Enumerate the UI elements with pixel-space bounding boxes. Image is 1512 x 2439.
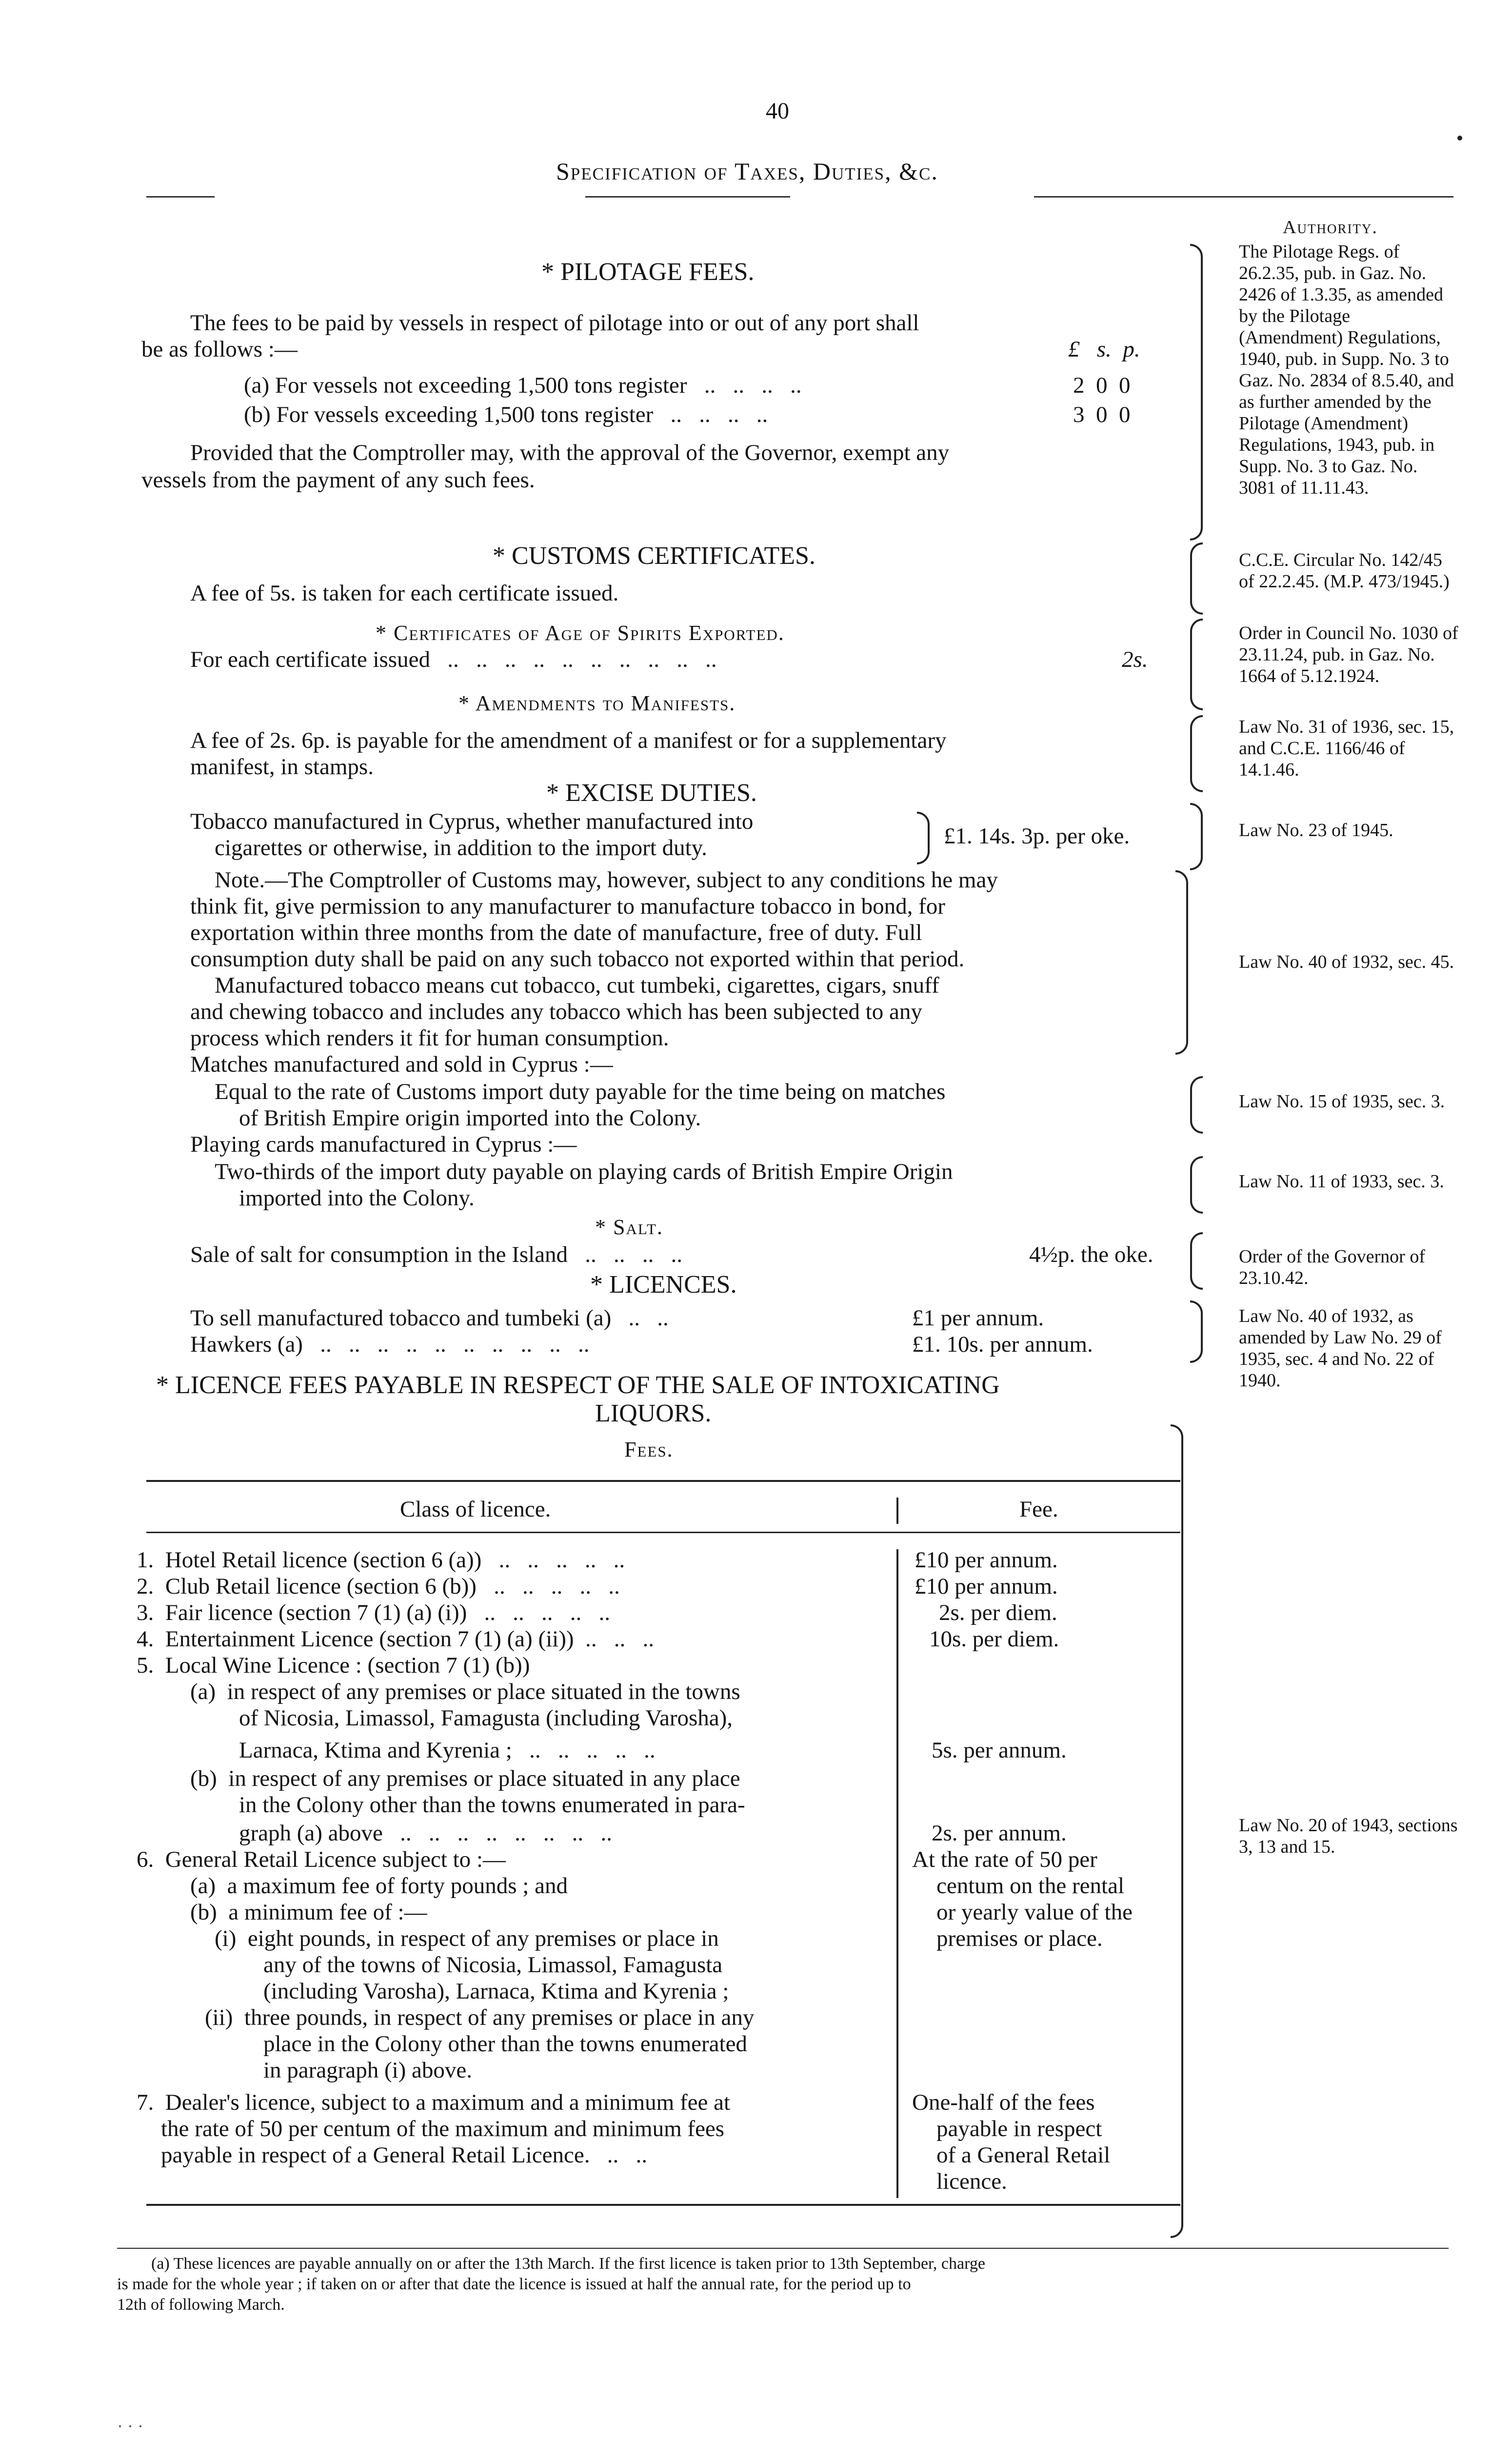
manifest-text: A fee of 2s. 6p. is payable for the amendment of a manifest or for a supplementary <box>190 728 947 753</box>
matches-text: Equal to the rate of Customs import duty payable for the time being on matches <box>215 1079 946 1104</box>
pilotage-authority: The Pilotage Regs. of 26.2.35, pub. in Gaz. No. 2426 of 1.3.35, as amended by the Pilotage (Amendment) Regulations, 1940, pub. in Supp. No. 3 to Gaz. No. 2834 of 8.5.40, and as further amended by the Pilotage (Amendment) Regulations, 1943, pub. in Supp. No. 3 to Gaz. No. 3081 of 11.11.43. <box>1239 241 1454 498</box>
table-row: place in the Colony other than the towns enumerated <box>263 2031 747 2057</box>
table-row: 3. Fair licence (section 7 (1) (a) (i)) .. .. .. .. .. <box>137 1600 611 1625</box>
tobacco-text: cigarettes or otherwise, in addition to the import duty. <box>215 835 707 860</box>
currency-header: £ s. p. <box>1068 337 1140 362</box>
salt-heading: * Salt. <box>595 1215 663 1239</box>
table-row-fee: 5s. per annum. <box>932 1738 1067 1763</box>
cards-authority: Law No. 11 of 1933, sec. 3. <box>1239 1171 1444 1192</box>
col-header-class: Class of licence. <box>400 1497 551 1522</box>
pilotage-heading: * PILOTAGE FEES. <box>541 258 755 286</box>
col-header-fee: Fee. <box>1019 1497 1058 1522</box>
stray-mark: · · · <box>117 2417 143 2436</box>
liquor-heading: * LICENCE FEES PAYABLE IN RESPECT OF THE SALE OF INTOXICATING <box>156 1371 1000 1399</box>
table-row-fee: licence. <box>936 2169 1007 2194</box>
table-row: the rate of 50 per centum of the maximum and minimum fees <box>161 2116 725 2141</box>
brace <box>1190 542 1203 615</box>
note-text: exportation within three months from the date of manufacture, free of duty. Full <box>190 920 922 945</box>
licence-tobacco: To sell manufactured tobacco and tumbeki (a) .. .. <box>190 1305 669 1331</box>
brace <box>1190 1300 1203 1363</box>
table-row: Larnaca, Ktima and Kyrenia ; .. .. .. .. .. <box>239 1738 656 1763</box>
cards-text: imported into the Colony. <box>239 1185 475 1211</box>
pilotage-proviso: Provided that the Comptroller may, with the approval of the Governor, exempt any <box>190 440 950 465</box>
brace <box>1190 1232 1203 1290</box>
cards-text: Two-thirds of the import duty payable on playing cards of British Empire Origin <box>215 1159 953 1184</box>
salt-authority: Order of the Governor of 23.10.42. <box>1239 1246 1425 1288</box>
licence-hawkers: Hawkers (a) .. .. .. .. .. .. .. .. .. .. <box>190 1332 590 1357</box>
table-row-fee: premises or place. <box>936 1926 1103 1951</box>
note-text: think fit, give permission to any manufacturer to manufacture tobacco in bond, for <box>190 894 945 919</box>
table-row: 1. Hotel Retail licence (section 6 (a)) .. .. .. .. .. <box>137 1547 625 1573</box>
table-row-fee: of a General Retail <box>936 2142 1111 2168</box>
tobacco-fee: £1. 14s. 3p. per oke. <box>944 823 1130 849</box>
brace <box>1171 1424 1183 2238</box>
header-rule <box>585 196 790 198</box>
table-row-fee: At the rate of 50 per <box>912 1847 1097 1872</box>
manifest-text: manifest, in stamps. <box>190 754 374 780</box>
liquor-heading: LIQUORS. <box>595 1399 712 1427</box>
table-row-fee: payable in respect <box>936 2116 1102 2141</box>
customs-heading: * CUSTOMS CERTIFICATES. <box>493 542 816 570</box>
table-row: (a) a maximum fee of forty pounds ; and <box>190 1873 568 1899</box>
brace <box>1190 715 1203 792</box>
table-top-rule <box>146 1480 1180 1482</box>
customs-fee-text: A fee of 5s. is taken for each certificate issued. <box>190 580 619 606</box>
note-text: Note.—The Comptroller of Customs may, however, subject to any conditions he may <box>215 867 998 893</box>
customs-authority: C.C.E. Circular No. 142/45 of 22.2.45. (M.P. 473/1945.) <box>1239 550 1450 592</box>
matches-authority: Law No. 15 of 1935, sec. 3. <box>1239 1091 1445 1112</box>
table-row-fee: centum on the rental <box>936 1873 1124 1899</box>
spirits-text: For each certificate issued .. .. .. .. .. .. .. .. .. .. <box>190 647 717 672</box>
table-row: (including Varosha), Larnaca, Ktima and Kyrenia ; <box>263 1979 729 2004</box>
brace <box>917 812 930 864</box>
pilotage-item-a: (a) For vessels not exceeding 1,500 tons register .. .. .. .. <box>244 373 802 398</box>
spirits-heading: * Certificates of Age of Spirits Exported. <box>376 621 785 645</box>
table-row: 4. Entertainment Licence (section 7 (1) (a) (ii)) .. .. .. <box>137 1626 655 1652</box>
tobacco-text: Tobacco manufactured in Cyprus, whether manufactured into <box>190 809 754 834</box>
running-head: Specification of Taxes, Duties, &c. <box>556 158 938 185</box>
licences-authority: Law No. 40 of 1932, as amended by Law No. 29 of 1935, sec. 4 and No. 22 of 1940. <box>1239 1306 1442 1391</box>
footnote: 12th of following March. <box>117 2296 285 2314</box>
table-row: in the Colony other than the towns enumerated in para- <box>239 1792 745 1818</box>
table-row: graph (a) above .. .. .. .. .. .. .. .. <box>239 1820 612 1846</box>
liquor-authority: Law No. 20 of 1943, sections 3, 13 and 15. <box>1239 1815 1458 1857</box>
table-row: 7. Dealer's licence, subject to a maximum and a minimum fee at <box>137 2090 730 2115</box>
table-row-fee: 2s. per diem. <box>939 1600 1057 1625</box>
matches-text: of British Empire origin imported into the Colony. <box>239 1105 701 1131</box>
table-row-fee: 2s. per annum. <box>932 1820 1067 1846</box>
pilotage-intro: be as follows :— <box>141 337 298 362</box>
table-row: payable in respect of a General Retail Licence. .. .. <box>161 2142 647 2168</box>
table-row: (b) a minimum fee of :— <box>190 1899 427 1925</box>
brace <box>1190 1076 1203 1134</box>
tobacco-authority: Law No. 23 of 1945. <box>1239 820 1393 840</box>
matches-heading: Matches manufactured and sold in Cyprus :— <box>190 1052 613 1077</box>
table-row-fee: £10 per annum. <box>915 1574 1058 1599</box>
brace <box>1190 619 1203 710</box>
brace <box>1190 1156 1203 1214</box>
column-divider <box>896 1498 898 1524</box>
table-row: 2. Club Retail licence (section 6 (b)) .. .. .. .. .. <box>137 1574 620 1599</box>
table-row-fee: 10s. per diem. <box>929 1626 1059 1652</box>
footnote: (a) These licences are payable annually on or after the 13th March. If the first licence is taken prior to 13th September, charge <box>151 2255 985 2273</box>
fees-caption: Fees. <box>624 1438 674 1461</box>
brace <box>1175 870 1188 1055</box>
table-row: (a) in respect of any premises or place situated in the towns <box>190 1679 740 1704</box>
corner-mark <box>1457 136 1462 140</box>
note-authority: Law No. 40 of 1932, sec. 45. <box>1239 952 1454 972</box>
footnote-rule <box>117 2248 1449 2249</box>
manifest-heading: * Amendments to Manifests. <box>458 691 736 715</box>
excise-heading: * EXCISE DUTIES. <box>546 779 757 807</box>
table-row-fee: or yearly value of the <box>936 1899 1133 1925</box>
table-bottom-rule <box>146 2204 1180 2206</box>
header-rule <box>146 196 215 198</box>
spirits-fee: 2s. <box>1122 647 1148 672</box>
note-text: Manufactured tobacco means cut tobacco, cut tumbeki, cigarettes, cigars, snuff <box>215 973 939 998</box>
licence-hawkers-fee: £1. 10s. per annum. <box>912 1332 1093 1357</box>
table-row: (ii) three pounds, in respect of any premises or place in any <box>205 2005 755 2030</box>
cards-heading: Playing cards manufactured in Cyprus :— <box>190 1132 577 1157</box>
pilotage-item-b: (b) For vessels exceeding 1,500 tons register .. .. .. .. <box>244 402 768 427</box>
note-text: consumption duty shall be paid on any such tobacco not exported within that period. <box>190 946 965 972</box>
pilotage-intro: The fees to be paid by vessels in respect of pilotage into or out of any port shall <box>190 310 919 336</box>
header-rule <box>1034 196 1453 198</box>
table-row: (i) eight pounds, in respect of any premises or place in <box>215 1926 719 1951</box>
table-row: of Nicosia, Limassol, Famagusta (including Varosha), <box>239 1705 733 1731</box>
column-divider <box>896 1549 898 2198</box>
footnote: is made for the whole year ; if taken on or after that date the licence is issued at half the annual rate, for the period up to <box>117 2275 911 2293</box>
table-row-fee: £10 per annum. <box>915 1547 1058 1573</box>
note-text: process which renders it fit for human consumption. <box>190 1025 669 1051</box>
authority-heading: Authority. <box>1283 217 1378 238</box>
spirits-authority: Order in Council No. 1030 of 23.11.24, pub. in Gaz. No. 1664 of 5.12.1924. <box>1239 623 1458 686</box>
pilotage-item-b-fee: 3 0 0 <box>1073 402 1131 427</box>
table-row: in paragraph (i) above. <box>263 2058 473 2083</box>
table-row: 5. Local Wine Licence : (section 7 (1) (b)) <box>137 1653 530 1678</box>
licences-heading: * LICENCES. <box>590 1271 737 1299</box>
page-number: 40 <box>766 98 789 124</box>
brace <box>1190 803 1203 870</box>
pilotage-item-a-fee: 2 0 0 <box>1073 373 1131 398</box>
table-row: any of the towns of Nicosia, Limassol, Famagusta <box>263 1952 723 1978</box>
table-row: (b) in respect of any premises or place situated in any place <box>190 1766 740 1791</box>
table-row-fee: One-half of the fees <box>912 2090 1095 2115</box>
pilotage-proviso: vessels from the payment of any such fees. <box>141 467 535 493</box>
salt-fee: 4½p. the oke. <box>1029 1242 1154 1267</box>
salt-text: Sale of salt for consumption in the Island .. .. .. .. <box>190 1242 683 1267</box>
licence-tobacco-fee: £1 per annum. <box>912 1305 1044 1331</box>
table-row: 6. General Retail Licence subject to :— <box>137 1847 506 1872</box>
note-text: and chewing tobacco and includes any tobacco which has been subjected to any <box>190 999 922 1024</box>
header-bottom-rule <box>146 1532 1180 1533</box>
manifest-authority: Law No. 31 of 1936, sec. 15, and C.C.E. 1166/46 of 14.1.46. <box>1239 717 1454 780</box>
brace <box>1190 244 1203 540</box>
